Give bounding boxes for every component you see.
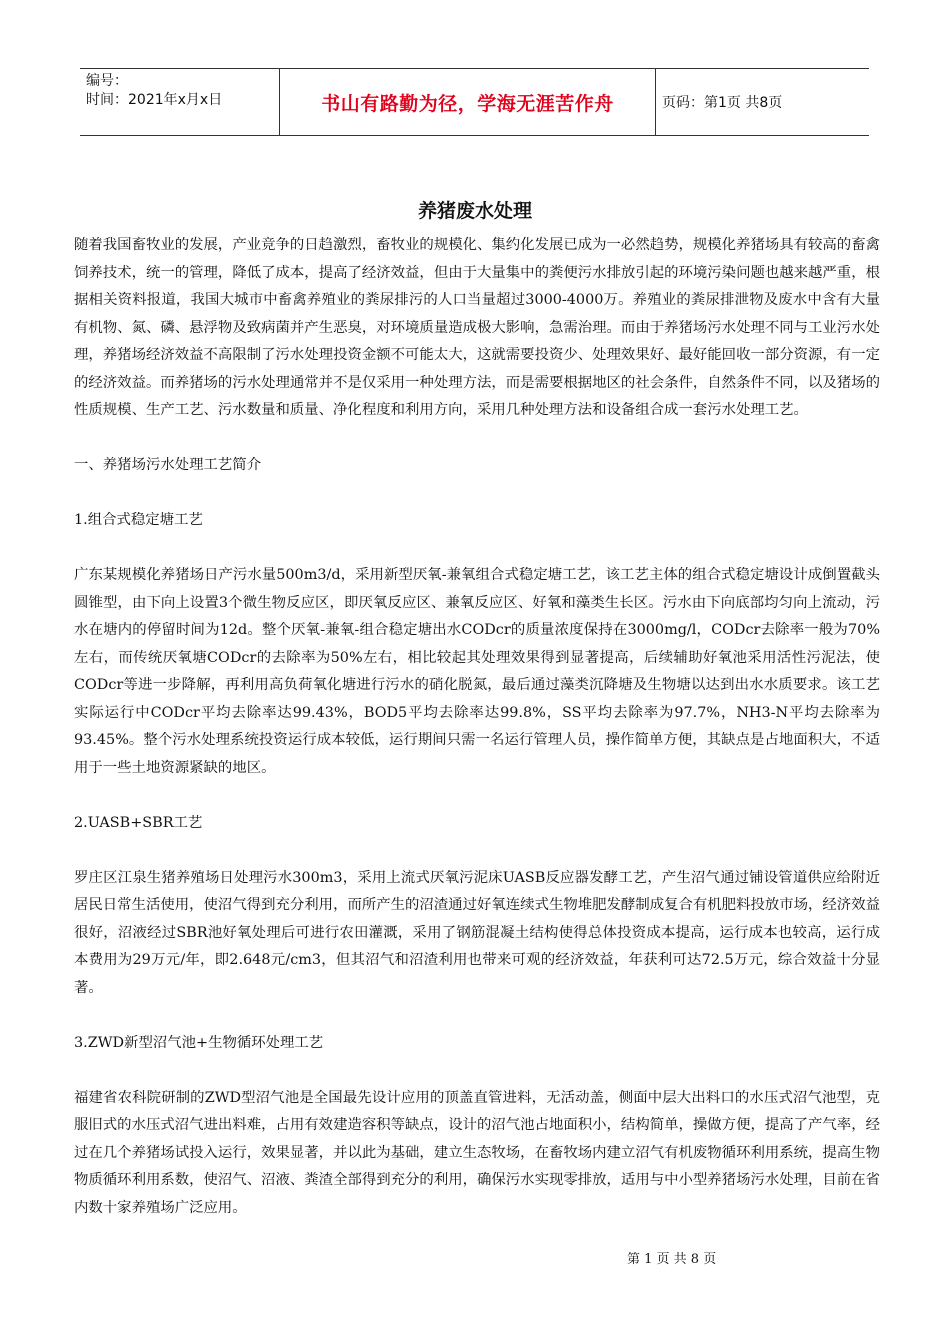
document-title: 养猪废水处理 bbox=[417, 200, 532, 222]
page-footer: 第 1 页 共 8 页 bbox=[627, 1252, 717, 1267]
header-meta bbox=[80, 69, 280, 135]
paragraph-intro: 随着我国畜牧业的发展，产业竞争的日趋激烈，畜牧业的规模化、集约化发展已成为一必然趋势，规模化养猪场具有较高的畜禽饲养技术，统一的管理，降低了成本，提高了经济效益，但由于大量集中的粪便污水排放引起的环境污染问题也越来越严重，根据相关资料报道，我国大城市中畜禽养殖业的粪尿排污的人口当量超过3000-4000万。养殖业的粪尿排泄物及废水中含有大量有机物、氮、磷、悬浮物及致病菌并产生恶臭，对环境质量造成极大影响，急需治理。而由于养猪场污水处理不同与工业污水处理，养猪场经济效益不高限制了污水处理投资金额不可能太大，这就需要投资少、处理效果好、最好能回收一部分资源，有一定的经济效益。而养猪场的污水处理通常并不是仅采用一种处理方法，而是需要根据地区的社会条件，自然条件不同，以及猪场的性质规模、生产工艺、污水数量和质量、净化程度和利用方向，采用几种处理方法和设备组合成一套污水处理工艺。 bbox=[74, 237, 880, 418]
header-date: 时间：2021年x月x日 bbox=[86, 92, 223, 108]
paragraph-process-3: 福建省农科院研制的ZWD型沼气池是全国最先设计应用的顶盖直管进料，无活动盖，侧面中层大出料口的水压式沼气池型，克服旧式的水压式沼气进出料难，占用有效建造容积等缺点，设计的沼气池占地面积小，结构简单，操做方便，提高了产气率，经过在几个养猪场试投入运行，效果显著，并以此为基础，建立生态牧场，在畜牧场内建立沼气有机废物循环利用系统，提高生物物质循环利用系数，使沼气、沼液、粪渣全部得到充分的利用，确保污水实现零排放，适用与中小型养猪场污水处理，目前在省内数十家养殖场广泛应用。 bbox=[74, 1089, 880, 1216]
document-header bbox=[80, 68, 869, 136]
header-number-label: 编号： bbox=[86, 73, 128, 89]
subsection-heading-2: 2.UASB+SBR工艺 bbox=[74, 814, 203, 831]
header-motto: 书山有路勤为径，学海无涯苦作舟 bbox=[280, 69, 656, 135]
paragraph-process-1: 广东某规模化养猪场日产污水量500m3/d，采用新型厌氧-兼氧组合式稳定塘工艺，该工艺主体的组合式稳定塘设计成倒置截头圆锥型，由下向上设置3个微生物反应区，即厌氧反应区、兼氧反应区、好氧和藻类生长区。污水由下向底部均匀向上流动，污水在塘内的停留时间为12d。整个厌氧-兼氧-组合稳定塘出水CODcr的质量浓度保持在3000mg/l，CODcr去除率一般为70%左右，而传统厌氧塘CODcr的去除率为50%左右，相比较起其处理效果得到显著提高，后续辅助好氧池采用活性污泥法，使CODcr等进一步降解，再利用高负荷氧化塘进行污水的硝化脱氮，最后通过藻类沉降塘及生物塘以达到出水水质要求。该工艺实际运行中CODcr平均去除率达99.43%，BOD5平均去除率达99.8%，SS平均去除率为97.7%，NH3-N平均去除率为93.45%。整个污水处理系统投资运行成本较低，运行期间只需一名运行管理人员，操作简单方便，其缺点是占地面积大，不适用于一些土地资源紧缺的地区。 bbox=[74, 567, 880, 776]
section-heading: 一、养猪场污水处理工艺简介 bbox=[74, 457, 262, 473]
document-body bbox=[74, 232, 880, 1222]
subsection-heading-3: 3.ZWD新型沼气池+生物循环处理工艺 bbox=[74, 1034, 324, 1051]
header-page-info: 页码：第1页 共8页 bbox=[662, 95, 783, 111]
subsection-heading-1: 1.组合式稳定塘工艺 bbox=[74, 512, 203, 528]
paragraph-process-2: 罗庄区江泉生猪养殖场日处理污水300m3，采用上流式厌氧污泥床UASB反应器发酵工艺，产生沼气通过铺设管道供应给附近居民日常生活使用，使沼气得到充分利用，而所产生的沼渣通过好氧连续式生物堆肥发酵制成复合有机肥料投放市场，经济效益很好，沼液经过SBR池好氧处理后可进行农田灌溉，采用了钢筋混凝土结构使得总体投资成本提高，运行成本也较高，运行成本费用为29万元/年，即2.648元/cm3，但其沼气和沼渣利用也带来可观的经济效益，年获利可达72.5万元，综合效益十分显著。 bbox=[74, 869, 880, 996]
